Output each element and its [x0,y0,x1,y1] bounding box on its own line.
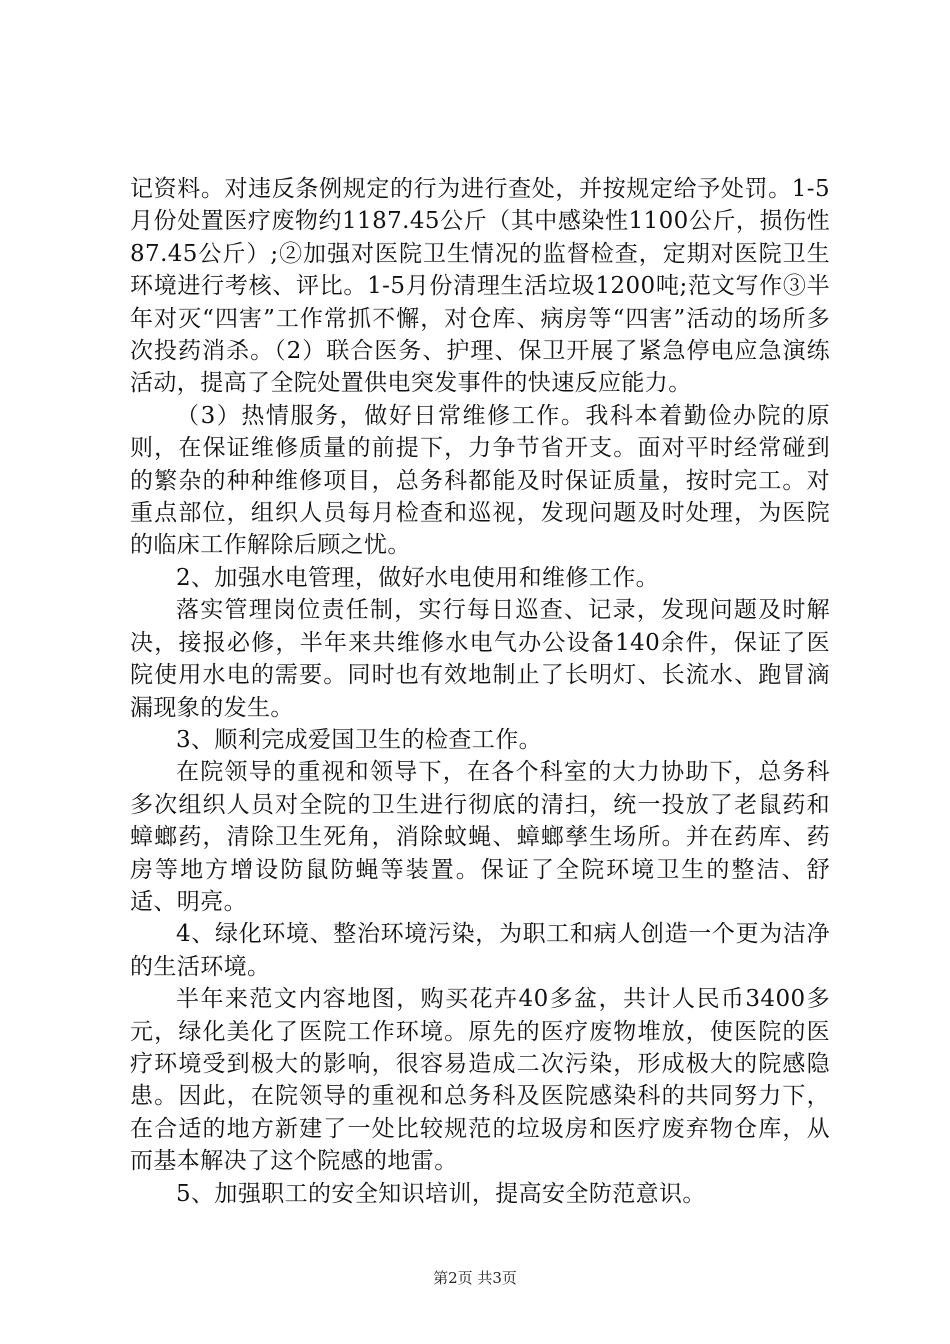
section-heading-3: 3、顺利完成爱国卫生的检查工作。 [176,726,543,753]
section-heading-5: 5、加强职工的安全知识培训，提高安全防范意识。 [176,1180,706,1207]
paragraph-3: 落实管理岗位责任制，实行每日巡查、记录，发现问题及时解决，接报必修，半年来共维修水电气办公设备140余件，保证了医院使用水电的需要。同时也有效地制止了长明灯、长流水、跑冒滴漏现象的发生。 [130,597,830,721]
paragraph-1: 记资料。对违反条例规定的行为进行查处，并按规定给予处罚。1-5月份处置医疗废物约1187.45公斤（其中感染性1100公斤，损伤性87.45公斤）;②加强对医院卫生情况的监督检查，定期对医院卫生环境进行考核、评比。1-5月份清理生活垃圾1200吨;范文写作③半年对灭“四害”工作常抓不懈，对仓库、病房等“四害”活动的场所多次投药消杀。（2）联合医务、护理、保卫开展了紧急停电应急演练活动，提高了全院处置供电突发事件的快速反应能力。 [130,176,830,397]
page-footer: 第2页 共3页 [433,1269,517,1287]
paragraph-5: 半年来范文内容地图，购买花卉40多盆，共计人民币3400多元，绿化美化了医院工作环境。原先的医疗废物堆放，使医院的医疗环境受到极大的影响，很容易造成二次污染，形成极大的院感隐患。因此，在院领导的重视和总务科及医院感染科的共同努力下，在合适的地方新建了一处比较规范的垃圾房和医疗废弃物仓库，从而基本解决了这个院感的地雷。 [130,986,830,1175]
document-body [130,173,830,1210]
paragraph-2: （3）热情服务，做好日常维修工作。我科本着勤俭办院的原则，在保证维修质量的前提下，力争节省开支。面对平时经常碰到的繁杂的种种维修项目，总务科都能及时保证质量，按时完工。对重点部位，组织人员每月检查和巡视，发现问题及时处理，为医院的临床工作解除后顾之忧。 [130,402,830,559]
section-heading-4: 4、绿化环境、整治环境污染，为职工和病人创造一个更为洁净的生活环境。 [130,921,830,980]
paragraph-4: 在院领导的重视和领导下，在各个科室的大力协助下，总务科多次组织人员对全院的卫生进行彻底的清扫，统一投放了老鼠药和蟑螂药，清除卫生死角，消除蚊蝇、蟑螂孳生场所。并在药库、药房等地方增设防鼠防蝇等装置。保证了全院环境卫生的整洁、舒适、明亮。 [130,759,830,915]
section-heading-2: 2、加强水电管理，做好水电使用和维修工作。 [176,564,660,591]
